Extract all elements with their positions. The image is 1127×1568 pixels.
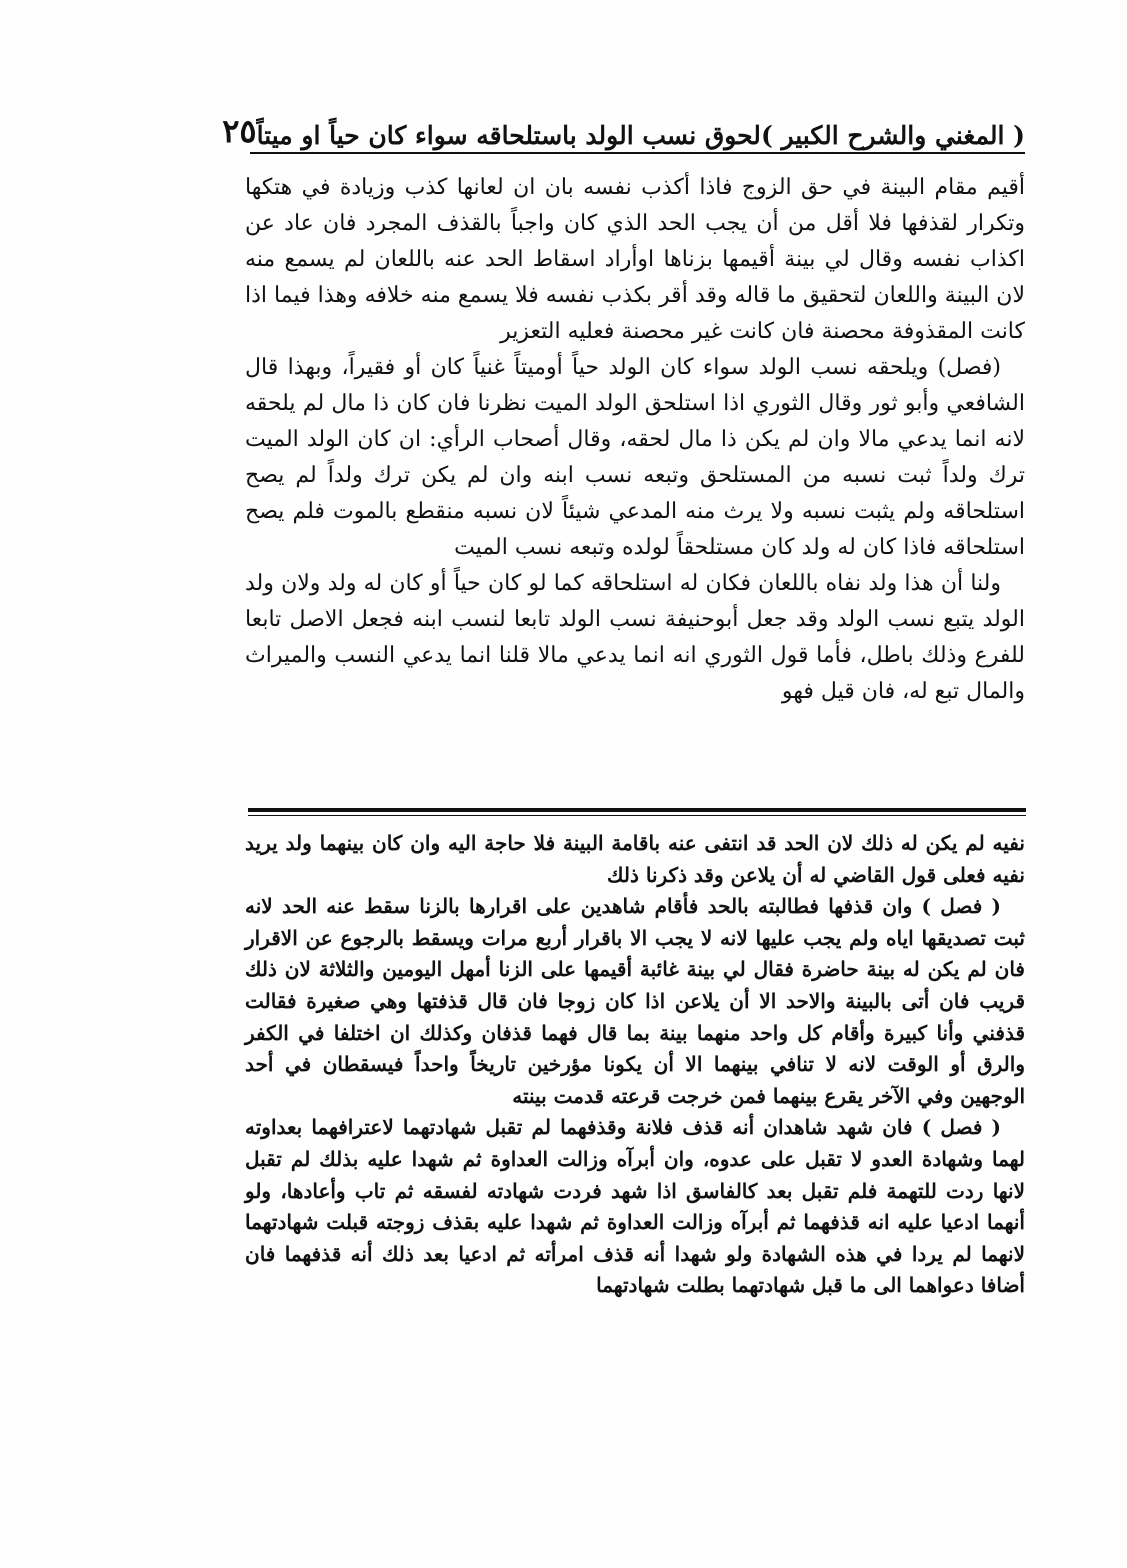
chapter-title: لحوق نسب الولد باستلحاقه سواء كان حياً او ميتاً — [256, 121, 761, 150]
section-divider-thin — [248, 815, 1026, 816]
main-text — [245, 170, 1025, 710]
main-paragraph-3: ولنا أن هذا ولد نفاه باللعان فكان له استلحاقه كما لو كان حياً أو كان له ولد ولان ولد الولد يتبع نسب الولد وقد جعل أبوحنيفة نسب الولد تابعا لنسب ابنه فجعل الاصل تابعا للفرع وذلك باطل، فأما قول الثوري انه انما يدعي مالا قلنا انما يدعي النسب والميراث والمال تبع له، فان قيل فهو — [245, 571, 1025, 704]
main-paragraph-2: (فصل) ويلحقه نسب الولد سواء كان الولد حياً أوميتاً غنياً كان أو فقيراً، وبهذا قال الشافعي وأبو ثور وقال الثوري اذا استلحق الولد الميت نظرنا فان كان ذا مال لم يلحقه لانه انما يدعي مالا وان لم يكن ذا مال لحقه، وقال أصحاب الرأي: ان كان الولد الميت ترك ولداً ثبت نسبه من المستلحق وتبعه نسب ابنه وان لم يكن ترك ولداً لم يصح استلحاقه ولم يثبت نسبه ولا يرث منه المدعي شيئاً لان نسبه منقطع بالموت فلم يصح استلحاقه فاذا كان له ولد كان مستلحقاً لولده وتبعه نسب الميت — [245, 355, 1025, 560]
commentary-paragraph-3: ( فصل ) فان شهد شاهدان أنه قذف فلانة وقذفهما لم تقبل شهادتهما لاعترافهما بعداوته لهما وشهادة العدو لا تقبل على عدوه، وان أبرآه وزالت العداوة ثم شهدا عليه بذلك لم تقبل لانها ردت للتهمة فلم تقبل بعد كالفاسق اذا شهد فردت شهادته لفسقه ثم تاب وأعادها، ولو أنهما ادعيا عليه انه قذفهما ثم أبرآه وزالت العداوة ثم شهدا عليه بقذف زوجته قبلت شهادتهما لانهما لم يردا في هذه الشهادة ولو شهدا أنه قذف امرأته ثم ادعيا بعد ذلك أنه قذفهما فان أضافا دعواهما الى ما قبل شهادتهما بطلت شهادتهما — [245, 1115, 1025, 1298]
book-title: ( المغني والشرح الكبير ) — [760, 121, 1025, 150]
commentary-text — [245, 828, 1025, 1302]
commentary-paragraph-1: نفيه لم يكن له ذلك لان الحد قد انتفى عنه باقامة البينة فلا حاجة اليه وان كان بينهما ولد يريد نفيه فعلى قول القاضي له أن يلاعن وقد ذكرنا ذلك — [245, 831, 1025, 887]
commentary-paragraph-2: ( فصل ) وان قذفها فطالبته بالحد فأقام شاهدين على اقرارها بالزنا سقط عنه الحد لانه ثبت تصديقها اياه ولم يجب عليها لانه لا يجب الا باقرار أربع مرات ويسقط بالرجوع عن الاقرار فان لم يكن له بينة حاضرة فقال لي بينة غائبة أقيمها على الزنا أمهل اليومين والثلاثة لان ذلك قريب فان أتى بالبينة والاحد الا أن يلاعن اذا كان زوجا فان قال قذفتها وهي صغيرة فقالت قذفني وأنا كبيرة وأقام كل واحد منهما بينة بما قال فهما قذفان وكذلك ان اختلفا في الكفر والرق أو الوقت لانه لا تنافي بينهما الا أن يكونا مؤرخين تاريخاً واحداً فيسقطان في أحد الوجهين وفي الآخر يقرع بينهما فمن خرجت قرعته قدمت بينته — [245, 894, 1025, 1108]
running-header — [222, 100, 1025, 150]
main-paragraph-1: أقيم مقام البينة في حق الزوج فاذا أكذب نفسه بان ان لعانها كذب وزيادة في هتكها وتكرار لقذفها فلا أقل من أن يجب الحد الذي كان واجباً بالقذف المجرد فان عاد عن اكذاب نفسه وقال لي بينة أقيمها بزناها اوأراد اسقاط الحد عنه باللعان لم يسمع منه لان البينة واللعان لتحقيق ما قاله وقد أقر بكذب نفسه فلا يسمع منه خلافه وهذا فيما اذا كانت المقذوفة محصنة فان كانت غير محصنة فعليه التعزير — [245, 175, 1025, 344]
page-number: ٢٥ — [222, 112, 257, 150]
section-divider — [248, 808, 1026, 812]
header-rule — [250, 152, 1025, 154]
